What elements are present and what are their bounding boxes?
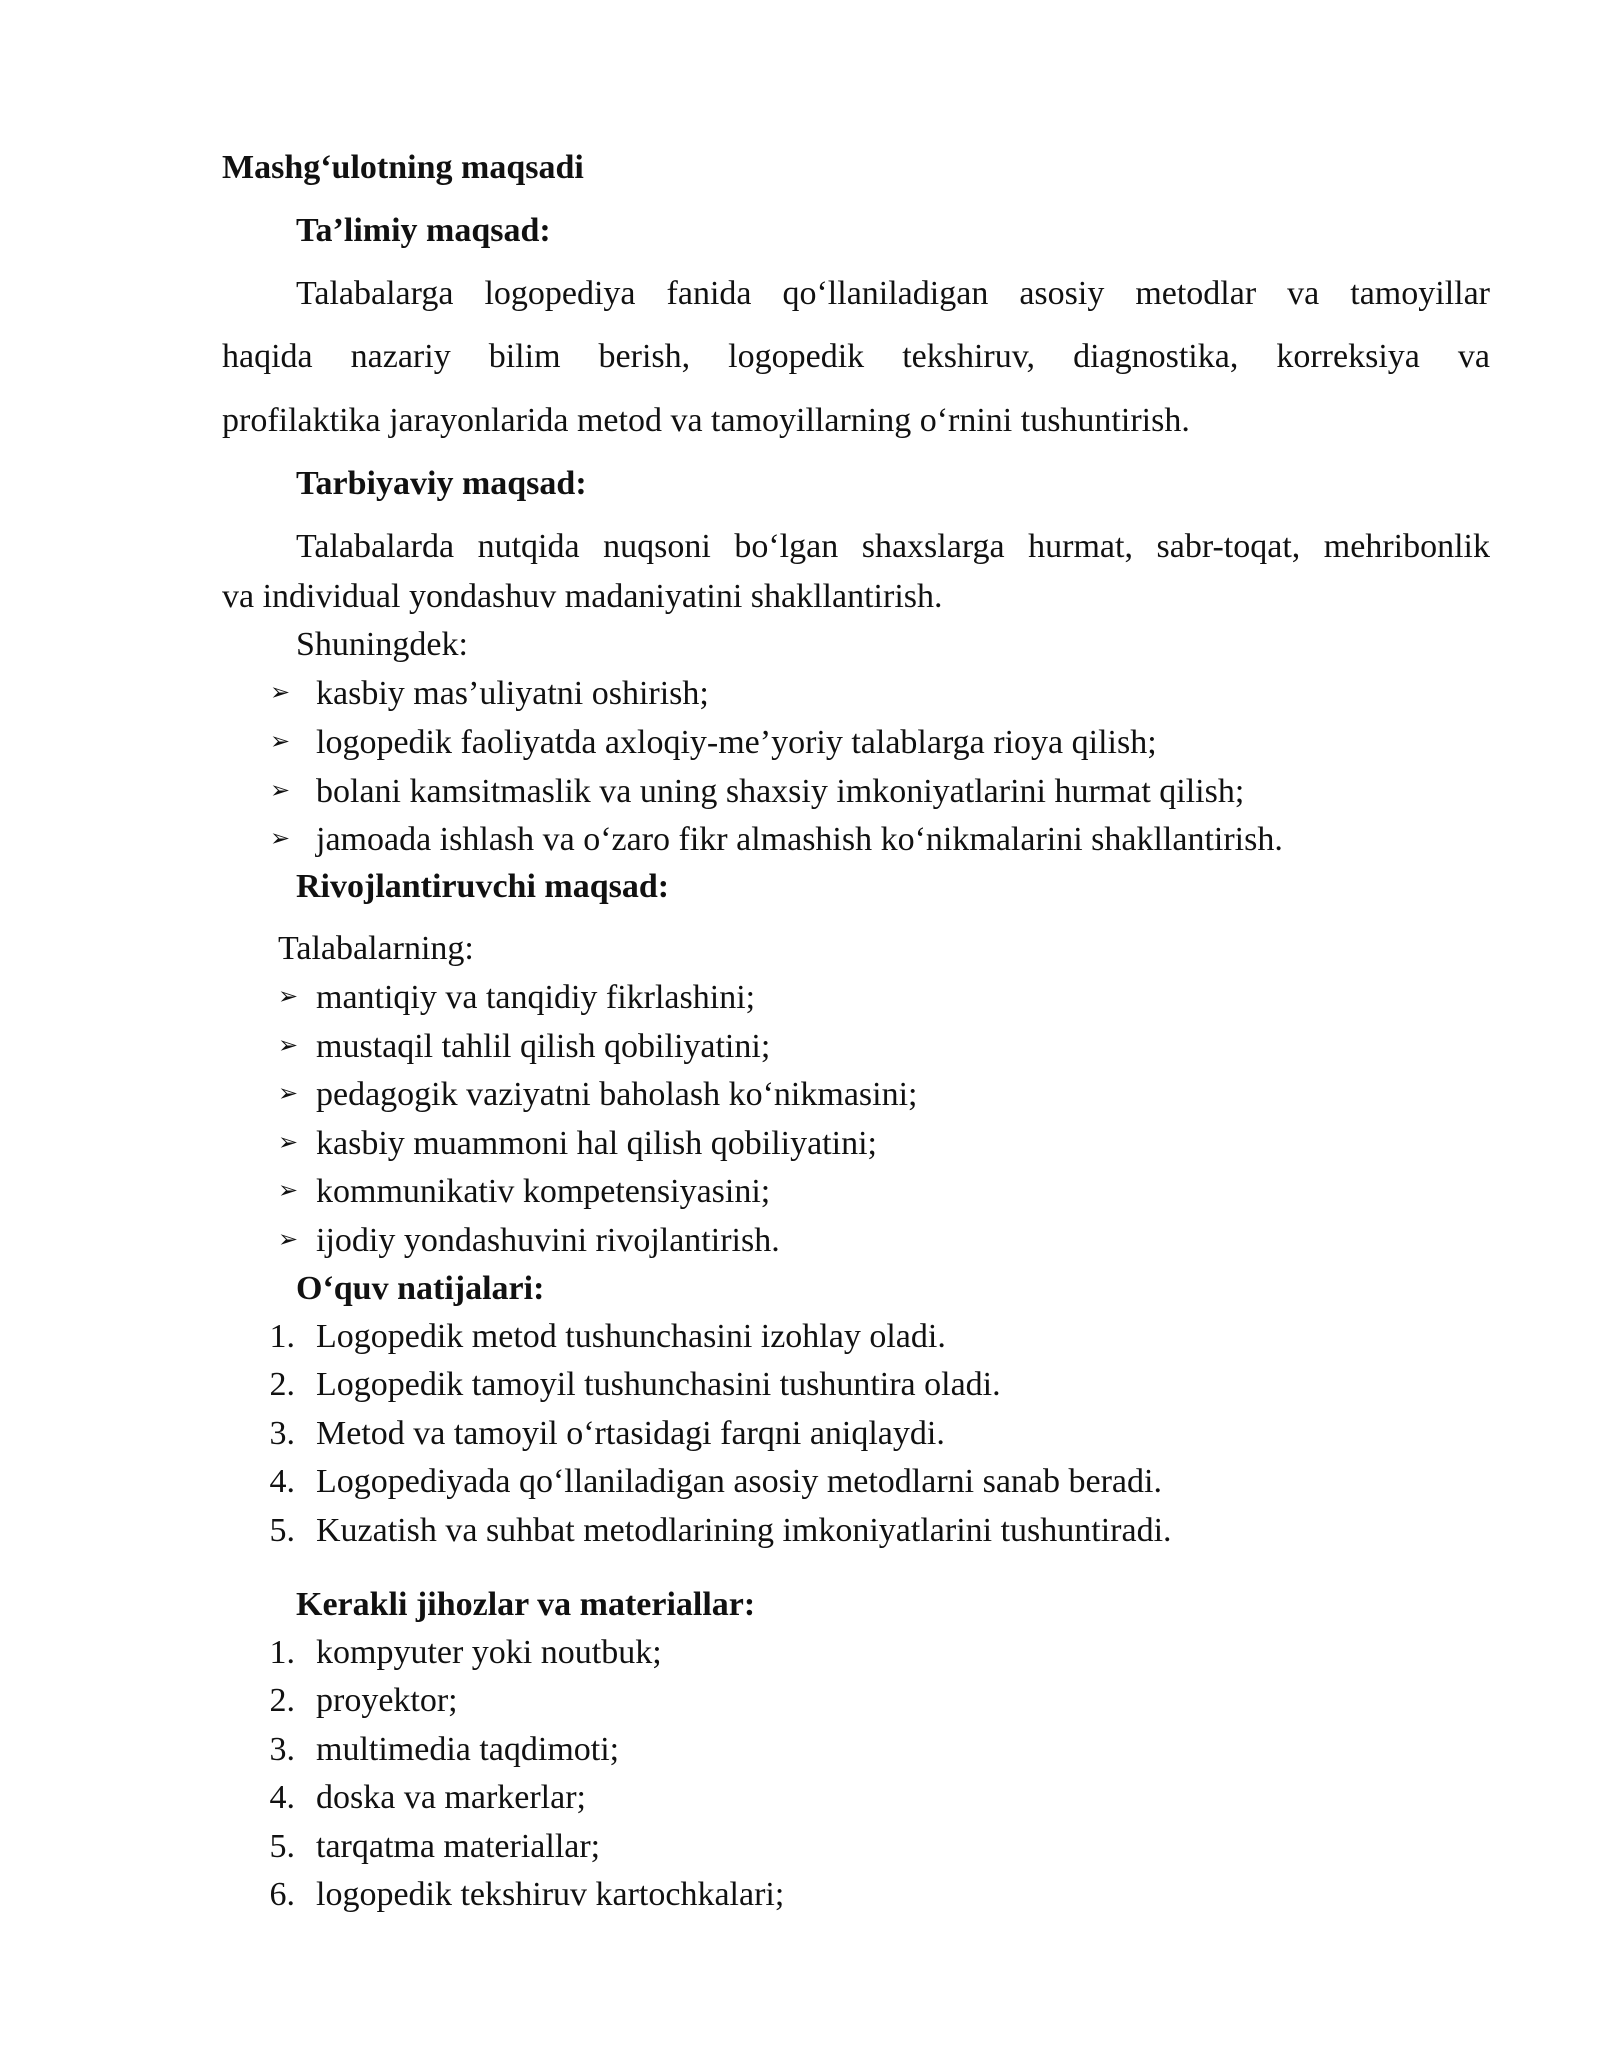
tarbiyaviy-paragraph-line-2: va individual yondashuv madaniyatini shakllantirish. (222, 578, 943, 615)
list-number: 2. (269, 1682, 295, 1719)
list-item: kasbiy mas’uliyatni oshirish; (316, 675, 709, 712)
list-item: logopedik tekshiruv kartochkalari; (316, 1876, 785, 1913)
list-item: doska va markerlar; (316, 1779, 586, 1816)
arrowhead-bullet-icon: ➢ (278, 982, 299, 1010)
talimiy-paragraph-line-1: Talabalarga logopediya fanida qo‘llaniladigan asosiy metodlar va tamoyillar (296, 275, 1490, 312)
arrowhead-bullet-icon: ➢ (278, 1225, 299, 1253)
list-item: ijodiy yondashuvini rivojlantirish. (316, 1222, 780, 1259)
tarbiyaviy-paragraph-line-1: Talabalarda nutqida nuqsoni bo‘lgan shaxslarga hurmat, sabr-toqat, mehribonlik (296, 528, 1490, 565)
list-item: multimedia taqdimoti; (316, 1731, 620, 1768)
list-number: 4. (269, 1463, 295, 1500)
arrowhead-bullet-icon: ➢ (270, 776, 291, 804)
list-number: 3. (269, 1731, 295, 1768)
list-item: jamoada ishlash va o‘zaro fikr almashish ko‘nikmalarini shakllantirish. (316, 821, 1283, 858)
arrowhead-bullet-icon: ➢ (278, 1176, 299, 1204)
arrowhead-bullet-icon: ➢ (270, 727, 291, 755)
arrowhead-bullet-icon: ➢ (278, 1031, 299, 1059)
list-number: 4. (269, 1779, 295, 1816)
list-number: 2. (269, 1366, 295, 1403)
tarbiyaviy-heading: Tarbiyaviy maqsad: (296, 465, 587, 502)
list-item: mantiqiy va tanqidiy fikrlashini; (316, 979, 756, 1016)
talimiy-paragraph-line-3: profilaktika jarayonlarida metod va tamoyillarning o‘rnini tushuntirish. (222, 402, 1190, 439)
arrowhead-bullet-icon: ➢ (270, 824, 291, 852)
list-item: mustaqil tahlil qilish qobiliyatini; (316, 1028, 771, 1065)
arrowhead-bullet-icon: ➢ (278, 1079, 299, 1107)
list-number: 5. (269, 1512, 295, 1549)
list-item: Logopedik metod tushunchasini izohlay oladi. (316, 1318, 946, 1355)
list-item: proyektor; (316, 1682, 458, 1719)
list-item: Logopediyada qo‘llaniladigan asosiy metodlarni sanab beradi. (316, 1463, 1162, 1500)
list-item: kommunikativ kompetensiyasini; (316, 1173, 771, 1210)
arrowhead-bullet-icon: ➢ (278, 1128, 299, 1156)
talimiy-heading: Ta’limiy maqsad: (296, 212, 551, 249)
rivojlantiruvchi-heading: Rivojlantiruvchi maqsad: (296, 868, 670, 905)
arrowhead-bullet-icon: ➢ (270, 678, 291, 706)
page-title: Mashg‘ulotning maqsadi (222, 149, 584, 186)
tarbiyaviy-intro: Shuningdek: (296, 626, 468, 663)
list-item: Kuzatish va suhbat metodlarining imkoniyatlarini tushuntiradi. (316, 1512, 1172, 1549)
list-item: Metod va tamoyil o‘rtasidagi farqni aniqlaydi. (316, 1415, 945, 1452)
list-number: 1. (269, 1634, 295, 1671)
oquv-heading: O‘quv natijalari: (296, 1270, 545, 1307)
list-item: tarqatma materiallar; (316, 1828, 601, 1865)
rivojlantiruvchi-intro: Talabalarning: (278, 930, 474, 967)
list-item: Logopedik tamoyil tushunchasini tushuntira oladi. (316, 1366, 1001, 1403)
list-item: kasbiy muammoni hal qilish qobiliyatini; (316, 1125, 877, 1162)
list-item: logopedik faoliyatda axloqiy-me’yoriy talablarga rioya qilish; (316, 724, 1157, 761)
list-item: kompyuter yoki noutbuk; (316, 1634, 662, 1671)
list-number: 3. (269, 1415, 295, 1452)
jihozlar-heading: Kerakli jihozlar va materiallar: (296, 1586, 756, 1623)
talimiy-paragraph-line-2: haqida nazariy bilim berish, logopedik tekshiruv, diagnostika, korreksiya va (222, 338, 1490, 375)
list-item: bolani kamsitmaslik va uning shaxsiy imkoniyatlarini hurmat qilish; (316, 773, 1245, 810)
list-item: pedagogik vaziyatni baholash ko‘nikmasini; (316, 1076, 918, 1113)
list-number: 5. (269, 1828, 295, 1865)
list-number: 1. (269, 1318, 295, 1355)
list-number: 6. (269, 1876, 295, 1913)
